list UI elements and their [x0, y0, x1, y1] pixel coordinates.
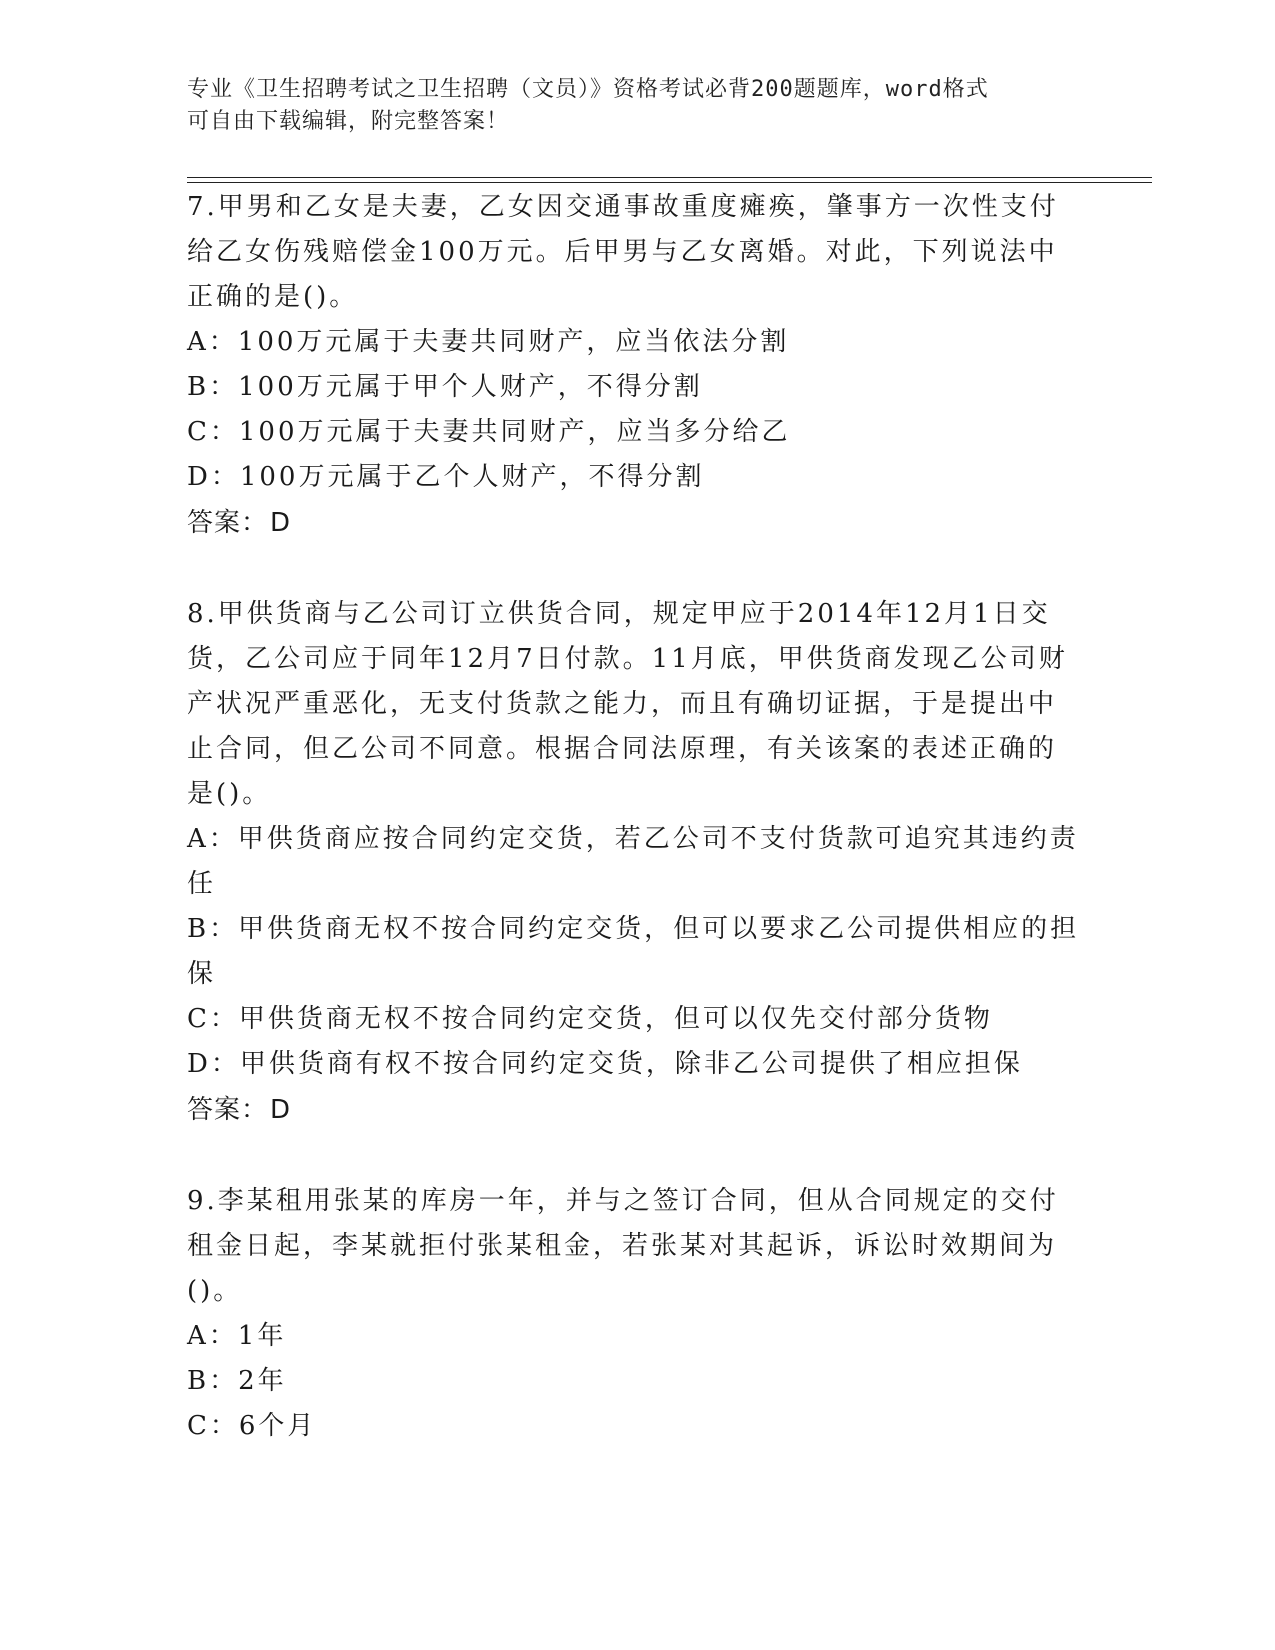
answer-value: D [270, 508, 292, 538]
option-b: B：100万元属于甲个人财产，不得分割 [187, 372, 703, 402]
option-d: D：甲供货商有权不按合同约定交货，除非乙公司提供了相应担保 [187, 1049, 1023, 1079]
question-list [187, 185, 1087, 1495]
option-a: A：1年 [187, 1321, 287, 1351]
header-line-1: 专业《卫生招聘考试之卫生招聘（文员）》资格考试必背200题题库，word格式 [187, 77, 989, 102]
option-d: D：100万元属于乙个人财产，不得分割 [187, 462, 705, 492]
question-9 [187, 1179, 1087, 1449]
option-c: C：甲供货商无权不按合同约定交货，但可以仅先交付部分货物 [187, 1004, 993, 1034]
question-8 [187, 592, 1087, 1133]
option-c: C：6个月 [187, 1411, 317, 1441]
question-stem-line: ()。 [187, 1276, 243, 1306]
question-stem-line: 8.甲供货商与乙公司订立供货合同，规定甲应于2014年12月1日交 [187, 599, 1051, 629]
answer-label: 答案： [187, 508, 269, 538]
option-a-continued: 任 [187, 869, 217, 899]
question-7 [187, 185, 1087, 546]
answer-label: 答案： [187, 1095, 269, 1125]
question-stem-line: 止合同，但乙公司不同意。根据合同法原理，有关该案的表述正确的 [187, 734, 1058, 764]
question-stem-line: 正确的是()。 [187, 282, 359, 312]
header-divider-top [187, 177, 1152, 178]
header-divider-bottom [187, 182, 1152, 183]
document-header [187, 74, 1067, 138]
question-stem-line: 7.甲男和乙女是夫妻，乙女因交通事故重度瘫痪，肇事方一次性支付 [187, 192, 1059, 222]
option-c: C：100万元属于夫妻共同财产，应当多分给乙 [187, 417, 791, 447]
answer-line [187, 500, 1087, 546]
option-b: B：甲供货商无权不按合同约定交货，但可以要求乙公司提供相应的担 [187, 914, 1080, 944]
answer-line [187, 1087, 1087, 1133]
question-stem-line: 产状况严重恶化，无支付货款之能力，而且有确切证据，于是提出中 [187, 689, 1058, 719]
question-stem-line: 货，乙公司应于同年12月7日付款。11月底，甲供货商发现乙公司财 [187, 644, 1068, 674]
option-a: A：甲供货商应按合同约定交货，若乙公司不支付货款可追究其违约责 [187, 824, 1079, 854]
question-stem-line: 租金日起，李某就拒付张某租金，若张某对其起诉，诉讼时效期间为 [187, 1231, 1058, 1261]
question-stem-line: 9.李某租用张某的库房一年，并与之签订合同，但从合同规定的交付 [187, 1186, 1059, 1216]
option-b-continued: 保 [187, 959, 217, 989]
option-a: A：100万元属于夫妻共同财产，应当依法分割 [187, 327, 790, 357]
question-stem-line: 给乙女伤残赔偿金100万元。后甲男与乙女离婚。对此，下列说法中 [187, 237, 1058, 267]
header-line-2: 可自由下载编辑，附完整答案！ [187, 109, 510, 134]
option-b: B：2年 [187, 1366, 287, 1396]
answer-value: D [270, 1095, 292, 1125]
question-stem-line: 是()。 [187, 779, 272, 809]
